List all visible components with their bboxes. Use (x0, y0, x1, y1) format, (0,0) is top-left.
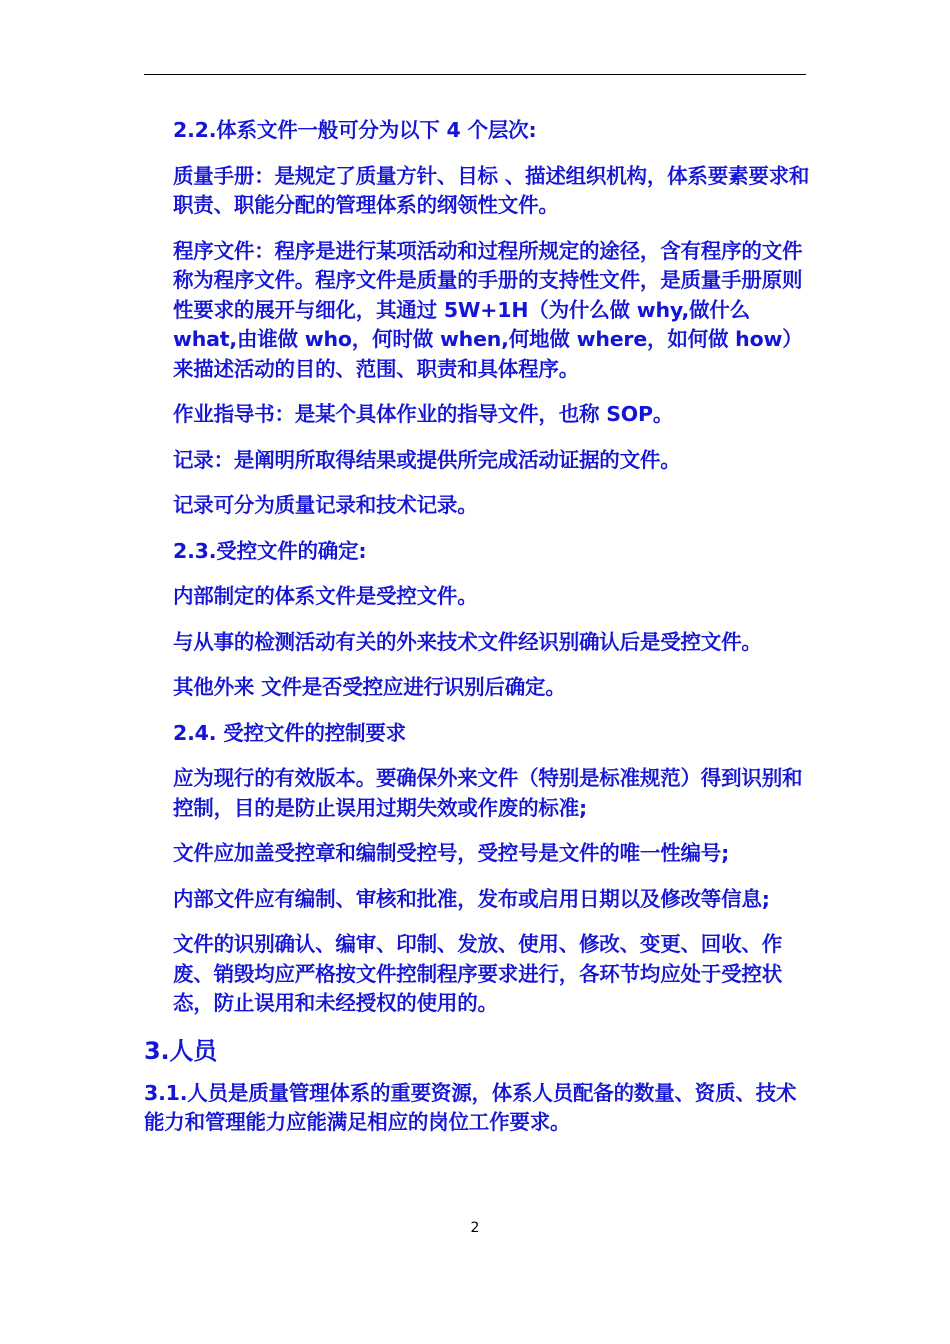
paragraph-quality-manual: 质量手册：是规定了质量方针、目标 、描述组织机构，体系要素要求和职责、职能分配的管理体系的纲领性文件。 (173, 163, 810, 217)
page-number: 2 (470, 1220, 480, 1236)
paragraph-internal-approval: 内部文件应有编制、审核和批准，发布或启用日期以及修改等信息; (173, 886, 770, 911)
paragraph-record-types: 记录可分为质量记录和技术记录。 (173, 493, 478, 517)
paragraph-work-instruction: 作业指导书：是某个具体作业的指导文件，也称 SOP。 (173, 402, 674, 426)
paragraph-document-lifecycle: 文件的识别确认、编审、印制、发放、使用、修改、变更、回收、作废、销毁均应严格按文件控制程序要求进行，各环节均应处于受控状态，防止误用和未经授权的使用的。 (173, 932, 782, 1015)
paragraph-valid-version: 应为现行的有效版本。要确保外来文件（特别是标准规范）得到识别和控制，目的是防止误用过期失效或作废的标准; (173, 766, 803, 820)
section-heading-3: 3.人员 (144, 1036, 218, 1065)
paragraph-control-stamp: 文件应加盖受控章和编制受控号，受控号是文件的唯一性编号; (173, 841, 730, 865)
subsection-heading-2-2: 2.2.体系文件一般可分为以下 4 个层次: (173, 118, 537, 142)
header-rule (144, 74, 806, 75)
paragraph-personnel: 3.1.人员是质量管理体系的重要资源，体系人员配备的数量、资质、技术能力和管理能力应能满足相应的岗位工作要求。 (144, 1080, 797, 1134)
subsection-heading-2-3: 2.3.受控文件的确定: (173, 538, 367, 563)
paragraph-internal-documents: 内部制定的体系文件是受控文件。 (173, 584, 478, 608)
paragraph-procedure-documents: 程序文件：程序是进行某项活动和过程所规定的途径，含有程序的文件称为程序文件。程序文件是质量的手册的支持性文件，是质量手册原则性要求的展开与细化，其通过 5W+1H（为什么做 why,做什么 what,由谁做 who，何时做 when,何地做 where，如何做 how）来描述活动的目的、范围、职责和具体程序。 (173, 238, 803, 381)
subsection-heading-2-4: 2.4. 受控文件的控制要求 (173, 720, 406, 745)
paragraph-external-technical-documents: 与从事的检测活动有关的外来技术文件经识别确认后是受控文件。 (173, 629, 762, 654)
paragraph-other-external-documents: 其他外来 文件是否受控应进行识别后确定。 (173, 675, 566, 699)
paragraph-records: 记录：是阐明所取得结果或提供所完成活动证据的文件。 (173, 447, 681, 472)
page-content (144, 116, 816, 1154)
